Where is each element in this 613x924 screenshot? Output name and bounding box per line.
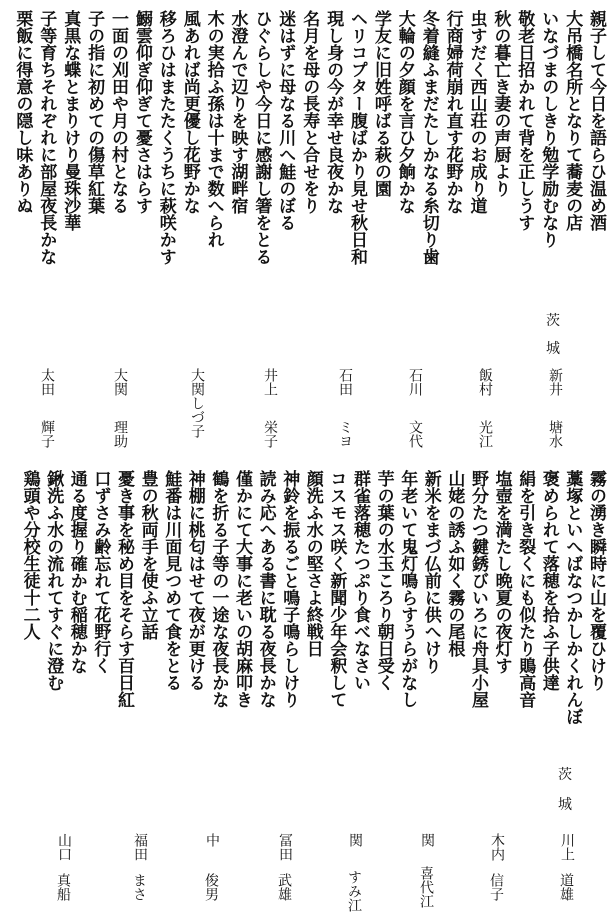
haiku-line: 顔洗ふ水の堅さよ終戦日 [302,470,323,657]
haiku-line: 霧の湧き瞬時に山を覆ひけり [586,470,606,691]
haiku-line: 親子して今日を語らひ温め酒 [586,10,606,231]
author-given-name: 俊男 [203,873,219,901]
author-surname: 山口 [56,833,72,861]
haiku-line: 栗飯に得意の隠し味ありぬ [12,10,33,214]
haiku-line: 芋の葉の水玉ころり朝日受く [373,470,394,691]
author-given-name: すみ江 [346,870,362,912]
author-surname: 大関 [112,368,128,396]
author-surname: 関 [347,833,363,847]
haiku-line: 水澄んで辺りを映す湖畔宿 [227,10,248,214]
author-surname: 木内 [489,833,505,861]
haiku-line: 神棚に桃匂はせて夜が更ける [184,470,205,691]
prefecture-label: 城 [558,797,572,813]
author-given-name: 輝子 [39,420,55,448]
author-given-name: 喜代江 [418,866,434,908]
author-surname: 石川 [407,368,423,396]
haiku-line: 秋の暮亡き妻の声厨より [490,10,511,197]
author-surname: 大関しづ子 [189,368,205,438]
haiku-line: 迷はずに母なる川へ鮭のぼる [275,10,296,231]
haiku-line: 鶏頭や分校生徒十二人 [19,470,40,640]
author-surname: 川上 [559,833,575,861]
haiku-line: 移ろひはまたたくうちに萩咲かす [155,10,176,265]
haiku-line: 鶴を折る子等の一途な夜長かな [208,470,229,708]
author-given-name: 光江 [477,420,493,448]
author-given-name: 信子 [488,873,504,901]
author-surname: 飯村 [477,368,493,396]
haiku-line: 藁塚といへばなつかしかくれんぼ [562,470,583,725]
haiku-line: 鮭番は川面見つめて食をとる [161,470,182,691]
author-surname: 中 [204,833,220,847]
prefecture-label: 茨 [558,767,572,783]
haiku-line: ひぐらしや今日に感謝し箸をとる [251,10,272,265]
haiku-line: 僅かにて大事に老いの胡麻叩き [232,470,252,708]
haiku-line: 読み応へある書に耽る夜長かな [255,470,276,708]
haiku-line: 名月を母の長寿と合せをり [299,10,320,214]
haiku-line: いなづまのしきり勉学励むなり [538,10,559,248]
haiku-line: 行商婦荷崩れ直す花野かな [442,10,463,214]
haiku-line: 野分たつ鍵銹びいろに舟具小屋 [468,470,488,708]
haiku-line: 年老いて鬼灯鳴らすうらがなし [397,470,418,708]
author-surname: 石田 [337,368,353,396]
haiku-line: 風あれば尚更優し花野かな [179,10,200,214]
haiku-line: 口ずさみ齢忘れて花野行く [90,470,111,674]
author-surname: 新井 [547,368,563,396]
haiku-line: 大輪の夕顔を言ひ夕餉かな [394,10,415,214]
haiku-line: 憂き事を秘め目をそらす百日紅 [114,470,134,708]
author-surname: 冨田 [277,833,293,861]
author-given-name: 真船 [55,873,71,901]
haiku-line: 絹を引き裂くにも似たり鵙高音 [515,470,536,708]
haiku-line: 群雀落穂たつぷり食べなさい [350,470,370,691]
author-given-name: 理助 [112,420,128,448]
haiku-line: 虫すだく西山荘のお成り道 [466,10,487,214]
author-given-name: まさ [131,873,147,901]
haiku-line: 冬着縫ふまだたしかなる糸切り歯 [418,10,439,265]
haiku-line: 学友に旧姓呼ばる萩の園 [370,10,391,197]
author-given-name: 栄子 [262,420,278,448]
author-surname: 関 [419,833,435,847]
haiku-line: 現し身の今が幸せ良夜かな [323,10,344,214]
author-given-name: ミヨ [337,420,353,448]
author-given-name: 塘水 [547,420,563,448]
prefecture-label: 茨 [546,313,560,329]
prefecture-label: 城 [546,341,560,357]
haiku-line: 子の指に初めての傷草紅葉 [84,10,105,214]
haiku-line: 一面の刈田や月の村となる [108,10,128,214]
author-given-name: 武雄 [276,873,292,901]
haiku-line: 山姥の誘ふ如く霧の尾根 [444,470,465,657]
author-surname: 福田 [132,833,148,861]
haiku-line: 大吊橋名所となりて蕎麦の店 [562,10,583,231]
author-given-name: 道雄 [558,873,574,901]
author-surname: 井上 [262,368,278,396]
haiku-line: 褒められて落穂を拾ふ子供達 [538,470,559,691]
author-given-name: 文代 [407,420,423,448]
haiku-line: 新米をまづ仏前に供へけり [420,470,441,674]
author-surname: 太田 [39,368,55,396]
haiku-line: 子等育ちそれぞれに部屋夜長かな [36,10,57,265]
haiku-line: 塩壺を満たし晩夏の夜灯す [491,470,512,674]
haiku-line: ヘリコプター腹ばかり見せ秋日和 [347,10,367,265]
haiku-line: 鍬洗ふ水の流れてすぐに澄む [43,470,64,691]
haiku-line: 真黒な蝶とまりけり曼珠沙華 [60,10,81,231]
haiku-line: 豊の秋両手を使ふ立話 [137,470,158,640]
haiku-line: 神鈴を振るごと鳴子鳴らしけり [279,470,300,708]
haiku-line: 鰯雲仰ぎ仰ぎて憂さはらす [131,10,152,214]
haiku-line: 敬老日招かれて背を正しうす [514,10,535,231]
haiku-line: 木の実拾ふ孫は十まで数へられ [203,10,224,248]
haiku-line: コスモス咲く新聞少年会釈して [326,470,347,708]
haiku-line: 通る度握り確かむ稲穂かな [66,470,87,674]
